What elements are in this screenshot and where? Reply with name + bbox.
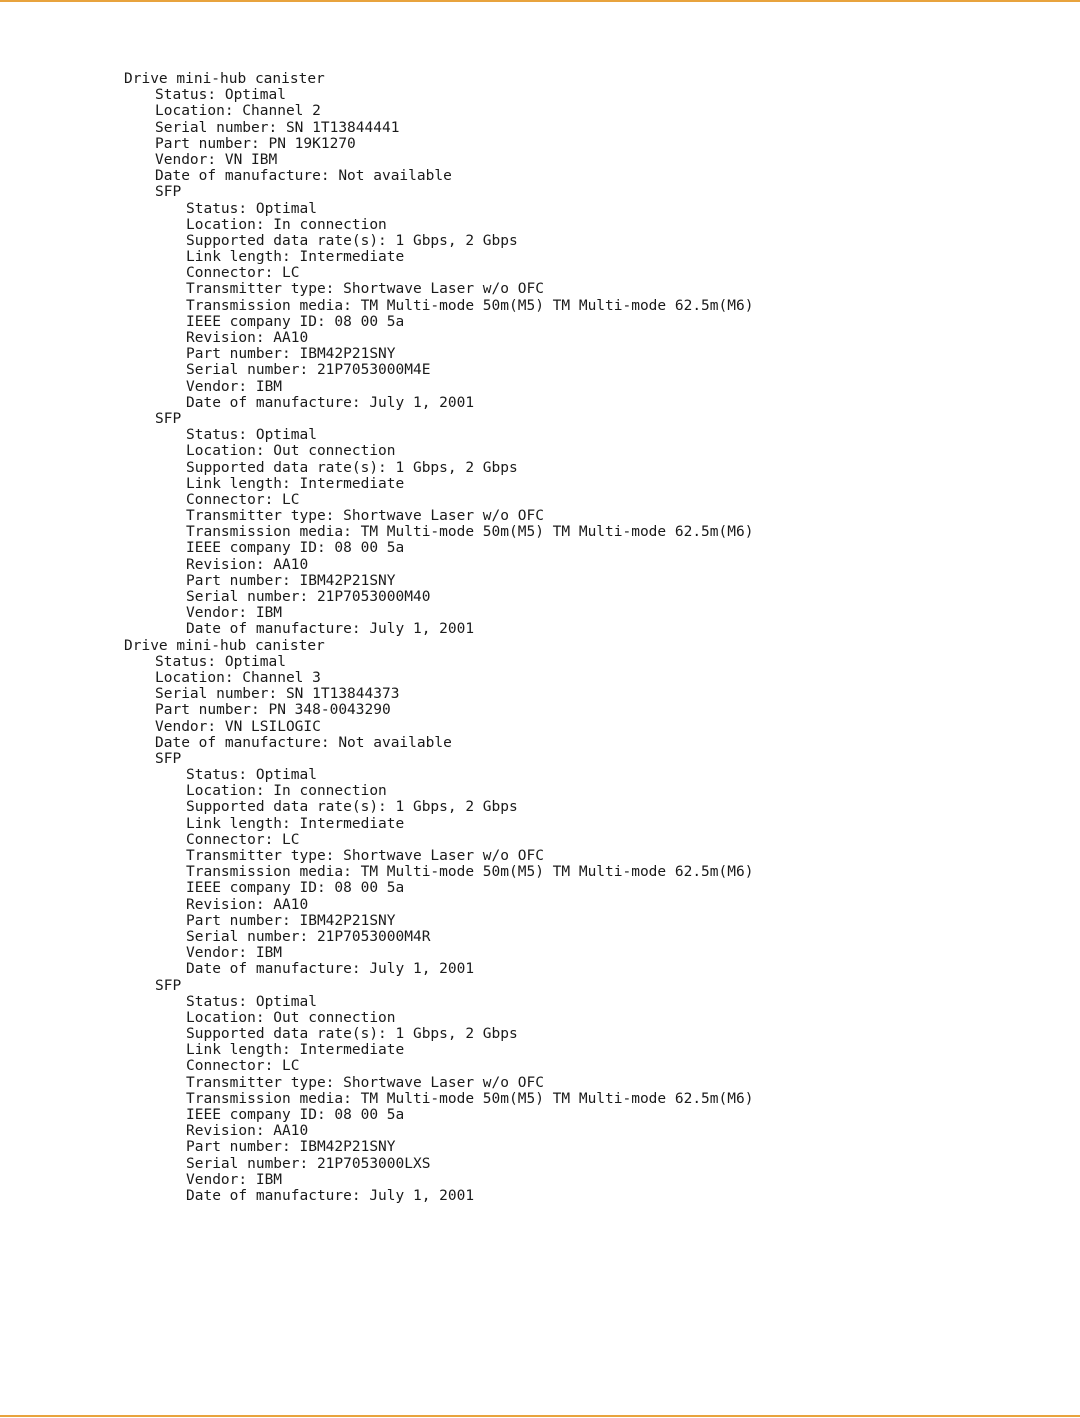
sfp-vendor: Vendor: IBM xyxy=(186,378,283,395)
sfp-transmission-media: Transmission media: TM Multi-mode 50m(M5) TM Multi-mode 62.5m(M6) xyxy=(186,864,754,881)
sfp-connector: Connector: LC xyxy=(186,1058,300,1075)
top-accent-rule xyxy=(0,0,1080,2)
profile-listing xyxy=(124,71,1024,1204)
canister-status: Status: Optimal xyxy=(155,87,286,104)
canister-vendor: Vendor: VN IBM xyxy=(155,151,278,168)
sfp-heading: SFP xyxy=(155,184,182,201)
sfp-ieee-company-id: IEEE company ID: 08 00 5a xyxy=(186,313,405,330)
sfp-block xyxy=(124,751,1024,978)
sfp-heading: SFP xyxy=(155,977,182,994)
sfp-part-number: Part number: IBM42P21SNY xyxy=(186,572,396,589)
bottom-accent-rule xyxy=(0,1415,1080,1417)
sfp-connector: Connector: LC xyxy=(186,265,300,282)
sfp-transmission-media: Transmission media: TM Multi-mode 50m(M5) TM Multi-mode 62.5m(M6) xyxy=(186,297,754,314)
sfp-status: Status: Optimal xyxy=(186,200,317,217)
drive-minihub-canister xyxy=(124,638,1024,1205)
canister-part-number: Part number: PN 348-0043290 xyxy=(155,702,391,719)
sfp-data-rates: Supported data rate(s): 1 Gbps, 2 Gbps xyxy=(186,799,518,816)
sfp-serial-number: Serial number: 21P7053000LXS xyxy=(186,1155,431,1172)
sfp-status: Status: Optimal xyxy=(186,427,317,444)
sfp-transmission-media: Transmission media: TM Multi-mode 50m(M5) TM Multi-mode 62.5m(M6) xyxy=(186,524,754,541)
canister-date-of-manufacture: Date of manufacture: Not available xyxy=(155,168,452,185)
sfp-connector: Connector: LC xyxy=(186,491,300,508)
sfp-ieee-company-id: IEEE company ID: 08 00 5a xyxy=(186,880,405,897)
sfp-ieee-company-id: IEEE company ID: 08 00 5a xyxy=(186,540,405,557)
sfp-revision: Revision: AA10 xyxy=(186,896,309,913)
drive-minihub-canister xyxy=(124,71,1024,638)
sfp-serial-number: Serial number: 21P7053000M4R xyxy=(186,928,431,945)
canister-date-of-manufacture: Date of manufacture: Not available xyxy=(155,734,452,751)
canister-serial-number: Serial number: SN 1T13844441 xyxy=(155,119,400,136)
canister-heading: Drive mini-hub canister xyxy=(124,71,325,87)
sfp-transmitter-type: Transmitter type: Shortwave Laser w/o OFC xyxy=(186,281,544,298)
sfp-revision: Revision: AA10 xyxy=(186,330,309,346)
sfp-location: Location: In connection xyxy=(186,783,387,800)
canister-vendor: Vendor: VN LSILOGIC xyxy=(155,718,321,735)
sfp-link-length: Link length: Intermediate xyxy=(186,475,405,492)
sfp-block xyxy=(124,184,1024,411)
sfp-date-of-manufacture: Date of manufacture: July 1, 2001 xyxy=(186,961,475,978)
canister-status: Status: Optimal xyxy=(155,653,286,670)
sfp-part-number: Part number: IBM42P21SNY xyxy=(186,346,396,363)
sfp-date-of-manufacture: Date of manufacture: July 1, 2001 xyxy=(186,394,475,411)
sfp-status: Status: Optimal xyxy=(186,993,317,1010)
sfp-date-of-manufacture: Date of manufacture: July 1, 2001 xyxy=(186,621,475,638)
sfp-location: Location: In connection xyxy=(186,216,387,233)
sfp-heading: SFP xyxy=(155,750,182,767)
sfp-transmission-media: Transmission media: TM Multi-mode 50m(M5) TM Multi-mode 62.5m(M6) xyxy=(186,1090,754,1107)
sfp-location: Location: Out connection xyxy=(186,443,396,460)
sfp-block xyxy=(124,411,1024,638)
sfp-transmitter-type: Transmitter type: Shortwave Laser w/o OFC xyxy=(186,508,544,525)
sfp-vendor: Vendor: IBM xyxy=(186,605,283,622)
sfp-link-length: Link length: Intermediate xyxy=(186,1042,405,1059)
sfp-vendor: Vendor: IBM xyxy=(186,1171,283,1188)
sfp-status: Status: Optimal xyxy=(186,767,317,784)
sfp-data-rates: Supported data rate(s): 1 Gbps, 2 Gbps xyxy=(186,232,518,249)
sfp-revision: Revision: AA10 xyxy=(186,1123,309,1140)
sfp-link-length: Link length: Intermediate xyxy=(186,815,405,832)
canister-heading: Drive mini-hub canister xyxy=(124,637,325,654)
sfp-serial-number: Serial number: 21P7053000M40 xyxy=(186,589,431,605)
canister-location: Location: Channel 2 xyxy=(155,103,321,120)
sfp-serial-number: Serial number: 21P7053000M4E xyxy=(186,362,431,379)
sfp-date-of-manufacture: Date of manufacture: July 1, 2001 xyxy=(186,1187,475,1204)
sfp-data-rates: Supported data rate(s): 1 Gbps, 2 Gbps xyxy=(186,459,518,476)
sfp-part-number: Part number: IBM42P21SNY xyxy=(186,1139,396,1156)
sfp-heading: SFP xyxy=(155,410,182,427)
canister-part-number: Part number: PN 19K1270 xyxy=(155,135,356,152)
canister-location: Location: Channel 3 xyxy=(155,669,321,686)
sfp-vendor: Vendor: IBM xyxy=(186,945,283,962)
sfp-transmitter-type: Transmitter type: Shortwave Laser w/o OFC xyxy=(186,1074,544,1091)
sfp-transmitter-type: Transmitter type: Shortwave Laser w/o OFC xyxy=(186,848,544,864)
sfp-block xyxy=(124,978,1024,1205)
sfp-ieee-company-id: IEEE company ID: 08 00 5a xyxy=(186,1107,405,1123)
sfp-part-number: Part number: IBM42P21SNY xyxy=(186,912,396,929)
sfp-location: Location: Out connection xyxy=(186,1009,396,1026)
sfp-revision: Revision: AA10 xyxy=(186,556,309,573)
canister-serial-number: Serial number: SN 1T13844373 xyxy=(155,686,400,703)
sfp-connector: Connector: LC xyxy=(186,831,300,848)
sfp-data-rates: Supported data rate(s): 1 Gbps, 2 Gbps xyxy=(186,1026,518,1043)
sfp-link-length: Link length: Intermediate xyxy=(186,249,405,266)
